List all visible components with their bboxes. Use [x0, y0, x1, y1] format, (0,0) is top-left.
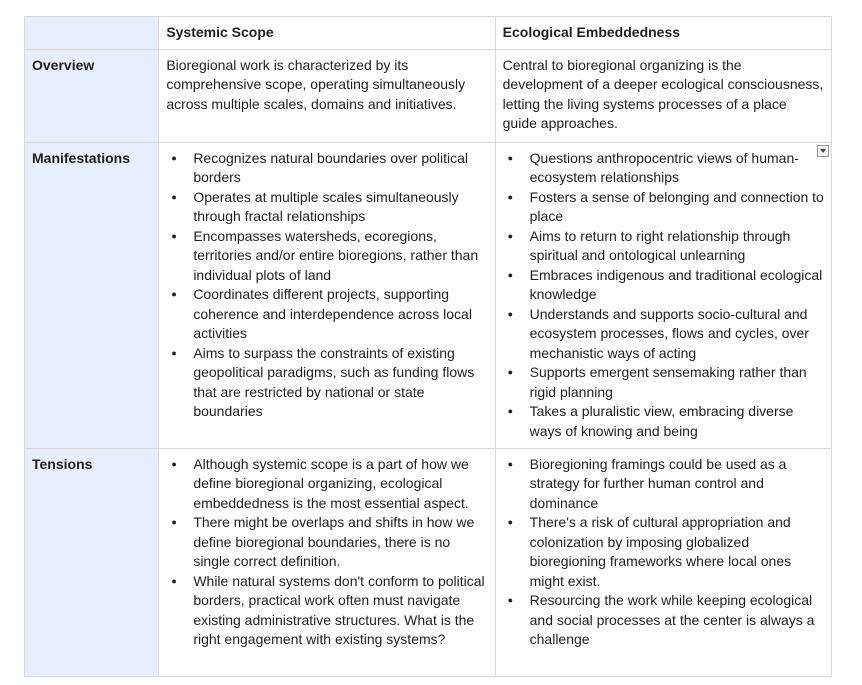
list-item: ● Takes a pluralistic view, embracing diverse ways of knowing and being — [503, 402, 824, 441]
cell-manifestations-systemic[interactable] — [159, 142, 495, 448]
list-item: ● Understands and supports socio-cultural and ecosystem processes, flows and cycles, over mechanistic ways of acting — [503, 305, 824, 364]
table-row-overview — [25, 49, 832, 142]
list-item: ● Aims to return to right relationship through spiritual and ontological unlearning — [503, 227, 824, 266]
row-label-manifestations[interactable]: Manifestations — [25, 142, 159, 448]
list-item: ● Encompasses watersheds, ecoregions, territories and/or entire bioregions, rather than individual plots of land — [166, 227, 487, 286]
list-item: ● Questions anthropocentric views of human-ecosystem relationships — [503, 149, 824, 188]
list-item: ● Although systemic scope is a part of how we define bioregional organizing, ecological embeddedness is the most essential aspect. — [166, 455, 487, 514]
row-label-overview[interactable]: Overview — [25, 49, 159, 142]
cell-overview-systemic[interactable]: Bioregional work is characterized by its comprehensive scope, operating simultaneously across multiple scales, domains and initiatives. — [159, 49, 495, 142]
cell-tensions-ecological[interactable] — [495, 448, 831, 676]
corner-cell[interactable] — [25, 17, 159, 50]
list-item: ● Resourcing the work while keeping ecological and social processes at the center is always a challenge — [503, 591, 824, 650]
header-row — [25, 17, 832, 50]
list-item: ● While natural systems don't conform to political borders, practical work often must navigate existing administrative structures. What is the right engagement with existing systems? — [166, 572, 487, 650]
header-systemic-scope[interactable]: Systemic Scope — [159, 17, 495, 50]
list-item: ● Operates at multiple scales simultaneously through fractal relationships — [166, 188, 487, 227]
row-label-tensions[interactable]: Tensions — [25, 448, 159, 676]
list-item: ● Embraces indigenous and traditional ecological knowledge — [503, 266, 824, 305]
cell-manifestations-ecological[interactable] — [495, 142, 831, 448]
list-item: ● There's a risk of cultural appropriation and colonization by imposing globalized bioregioning frameworks where local ones might exist. — [503, 513, 824, 591]
comparison-table — [24, 16, 832, 677]
table-row-tensions — [25, 448, 832, 676]
cell-tensions-systemic[interactable] — [159, 448, 495, 676]
bullet-list — [166, 149, 487, 422]
list-item: ● Aims to surpass the constraints of existing geopolitical paradigms, such as funding flows that are restricted by national or state boundaries — [166, 344, 487, 422]
list-item: ● Supports emergent sensemaking rather than rigid planning — [503, 363, 824, 402]
bullet-list — [503, 455, 824, 650]
cell-overview-ecological[interactable]: Central to bioregional organizing is the development of a deeper ecological consciousness, letting the living systems processes of a place guide approaches. — [495, 49, 831, 142]
list-item: ● Bioregioning framings could be used as a strategy for further human control and dominance — [503, 455, 824, 514]
table-row-manifestations — [25, 142, 832, 448]
list-item: ● Fosters a sense of belonging and connection to place — [503, 188, 824, 227]
bullet-list — [166, 455, 487, 650]
list-item: ● Coordinates different projects, supporting coherence and interdependence across local activities — [166, 285, 487, 344]
bullet-list — [503, 149, 824, 442]
list-item: ● There might be overlaps and shifts in how we define bioregional boundaries, there is no single correct definition. — [166, 513, 487, 572]
list-item: ● Recognizes natural boundaries over political borders — [166, 149, 487, 188]
header-ecological-embeddedness[interactable]: Ecological Embeddedness — [495, 17, 831, 50]
